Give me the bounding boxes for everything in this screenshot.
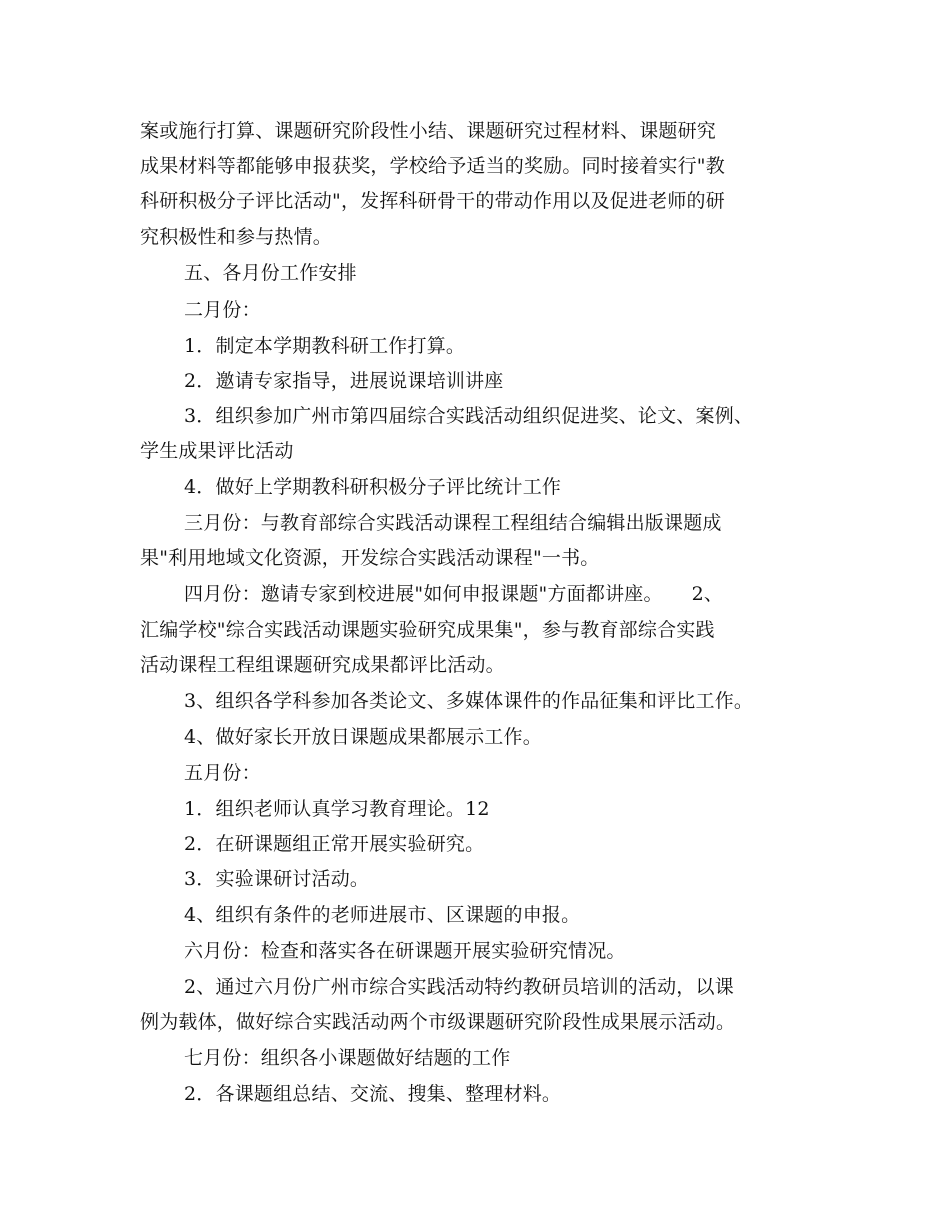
paragraph-line: 汇编学校"综合实践活动课题实验研究成果集"，参与教育部综合实践 [140, 619, 715, 641]
list-item: 4、组织有条件的老师进展市、区课题的申报。 [184, 904, 581, 926]
list-item: 1．制定本学期教科研工作打算。 [184, 335, 466, 357]
list-item: 3．组织参加广州市第四届综合实践活动组织促进奖、论文、案例、 [184, 405, 754, 427]
paragraph-line: 究积极性和参与热情。 [140, 226, 333, 248]
list-item: 4、做好家长开放日课题成果都展示工作。 [184, 726, 542, 748]
paragraph-line: 例为载体，做好综合实践活动两个市级课题研究阶段性成果展示活动。 [140, 1011, 736, 1033]
month-heading: 五月份： [184, 762, 261, 784]
month-paragraph: 三月份：与教育部综合实践活动课程工程组结合编辑出版课题成 [184, 512, 722, 534]
paragraph-line: 科研积极分子评比活动"，发挥科研骨干的带动作用以及促进老师的研 [140, 190, 725, 212]
list-item: 3．实验课研讨活动。 [184, 868, 370, 890]
list-item: 1．组织老师认真学习教育理论。12 [184, 798, 490, 820]
month-paragraph: 四月份：邀请专家到校进展"如何申报课题"方面都讲座。 2、 [184, 583, 724, 605]
list-item-continuation: 学生成果评比活动 [140, 440, 294, 462]
list-item: 2．邀请专家指导，进展说课培训讲座 [184, 370, 504, 392]
list-item: 2、通过六月份广州市综合实践活动特约教研员培训的活动，以课 [184, 976, 734, 998]
list-item: 4．做好上学期教科研积极分子评比统计工作 [184, 476, 562, 498]
paragraph-line: 活动课程工程组课题研究成果都评比活动。 [140, 654, 505, 676]
list-item: 2．各课题组总结、交流、搜集、整理材料。 [184, 1083, 562, 1105]
section-heading: 五、各月份工作安排 [184, 262, 357, 284]
paragraph-line: 案或施行打算、课题研究阶段性小结、课题研究过程材料、课题研究 [140, 120, 717, 142]
list-item: 3、组织各学科参加各类论文、多媒体课件的作品征集和评比工作。 [184, 690, 754, 712]
paragraph-line: 成果材料等都能够申报获奖，学校给予适当的奖励。同时接着实行"教 [140, 155, 725, 177]
paragraph-line: 果"利用地域文化资源，开发综合实践活动课程"一书。 [140, 547, 600, 569]
month-paragraph: 六月份：检查和落实各在研课题开展实验研究情况。 [184, 940, 626, 962]
month-heading: 二月份： [184, 299, 261, 321]
list-item: 2．在研课题组正常开展实验研究。 [184, 833, 485, 855]
month-paragraph: 七月份：组织各小课题做好结题的工作 [184, 1047, 511, 1069]
